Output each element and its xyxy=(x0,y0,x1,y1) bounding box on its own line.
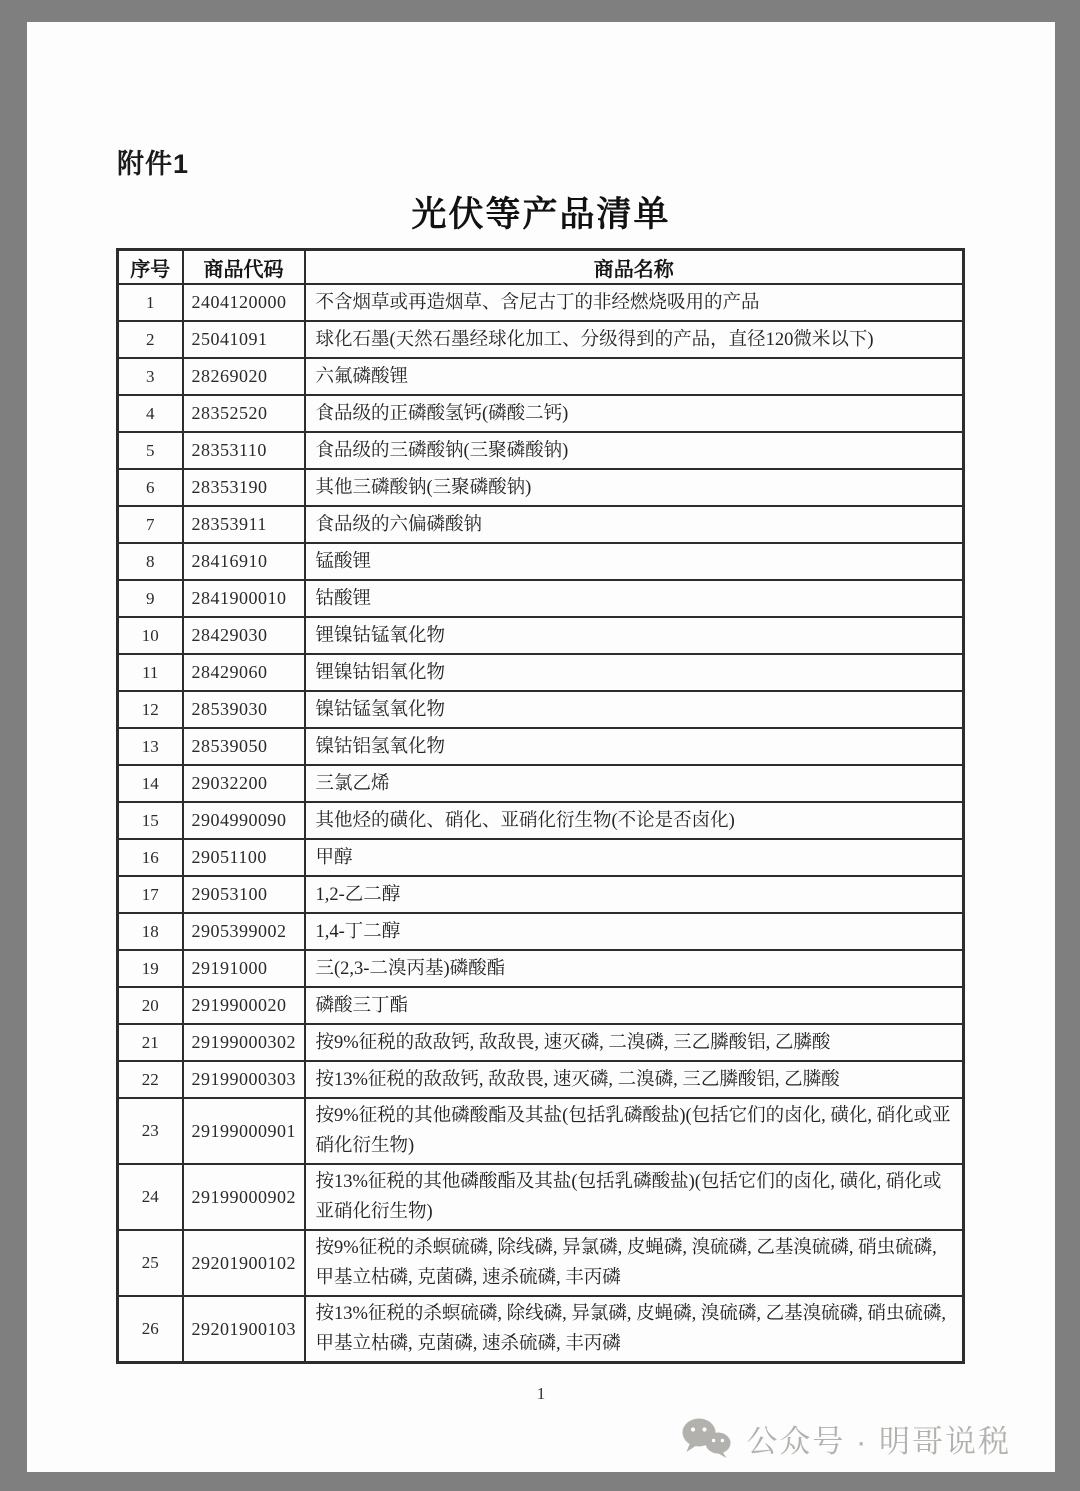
cell-code: 2904990090 xyxy=(183,802,305,839)
cell-code: 29199000302 xyxy=(183,1024,305,1061)
column-header-no: 序号 xyxy=(118,250,183,285)
cell-no: 8 xyxy=(118,543,183,580)
cell-code: 29199000902 xyxy=(183,1164,305,1230)
cell-name: 按13%征税的敌敌钙, 敌敌畏, 速灭磷, 二溴磷, 三乙膦酸铝, 乙膦酸 xyxy=(305,1061,964,1098)
table-row xyxy=(118,987,964,1024)
document-page xyxy=(27,22,1055,1472)
cell-name: 按9%征税的其他磷酸酯及其盐(包括乳磷酸盐)(包括它们的卤化, 磺化, 硝化或亚硝化衍生物) xyxy=(305,1098,964,1164)
table-row xyxy=(118,1061,964,1098)
watermark-text: 公众号 · 明哥说税 xyxy=(746,1424,1011,1459)
cell-no: 16 xyxy=(118,839,183,876)
cell-no: 15 xyxy=(118,802,183,839)
cell-no: 20 xyxy=(118,987,183,1024)
table-row xyxy=(118,950,964,987)
cell-name: 镍钴铝氢氧化物 xyxy=(305,728,964,765)
cell-code: 28429060 xyxy=(183,654,305,691)
table-row xyxy=(118,1230,964,1296)
cell-no: 10 xyxy=(118,617,183,654)
cell-no: 22 xyxy=(118,1061,183,1098)
table-row xyxy=(118,395,964,432)
table-row xyxy=(118,506,964,543)
cell-name: 按9%征税的杀螟硫磷, 除线磷, 异氯磷, 皮蝇磷, 溴硫磷, 乙基溴硫磷, 硝虫硫磷, 甲基立枯磷, 克菌磷, 速杀硫磷, 丰丙磷 xyxy=(305,1230,964,1296)
cell-code: 29199000303 xyxy=(183,1061,305,1098)
cell-no: 23 xyxy=(118,1098,183,1164)
cell-name: 磷酸三丁酯 xyxy=(305,987,964,1024)
cell-no: 7 xyxy=(118,506,183,543)
cell-no: 3 xyxy=(118,358,183,395)
table-row xyxy=(118,913,964,950)
cell-no: 24 xyxy=(118,1164,183,1230)
cell-code: 2404120000 xyxy=(183,284,305,321)
cell-no: 17 xyxy=(118,876,183,913)
cell-no: 18 xyxy=(118,913,183,950)
cell-no: 25 xyxy=(118,1230,183,1296)
attachment-label: 附件1 xyxy=(117,149,190,179)
cell-name: 1,2-乙二醇 xyxy=(305,876,964,913)
cell-name: 钴酸锂 xyxy=(305,580,964,617)
table-row xyxy=(118,654,964,691)
cell-no: 5 xyxy=(118,432,183,469)
cell-code: 2905399002 xyxy=(183,913,305,950)
cell-name: 其他烃的磺化、硝化、亚硝化衍生物(不论是否卤化) xyxy=(305,802,964,839)
cell-name: 镍钴锰氢氧化物 xyxy=(305,691,964,728)
table-body xyxy=(118,284,964,1363)
cell-no: 21 xyxy=(118,1024,183,1061)
cell-no: 12 xyxy=(118,691,183,728)
cell-no: 1 xyxy=(118,284,183,321)
cell-name: 食品级的三磷酸钠(三聚磷酸钠) xyxy=(305,432,964,469)
cell-code: 2919900020 xyxy=(183,987,305,1024)
cell-no: 9 xyxy=(118,580,183,617)
table-row xyxy=(118,691,964,728)
cell-name: 三氯乙烯 xyxy=(305,765,964,802)
table-row xyxy=(118,617,964,654)
table-row xyxy=(118,358,964,395)
cell-code: 28353110 xyxy=(183,432,305,469)
cell-name: 食品级的六偏磷酸钠 xyxy=(305,506,964,543)
watermark xyxy=(680,1416,1011,1461)
table-row xyxy=(118,432,964,469)
cell-code: 29201900103 xyxy=(183,1296,305,1363)
table-row xyxy=(118,469,964,506)
table-row xyxy=(118,1098,964,1164)
cell-code: 29201900102 xyxy=(183,1230,305,1296)
cell-no: 2 xyxy=(118,321,183,358)
page-title: 光伏等产品清单 xyxy=(411,195,671,234)
table-row xyxy=(118,876,964,913)
cell-name: 锂镍钴铝氧化物 xyxy=(305,654,964,691)
cell-name: 不含烟草或再造烟草、含尼古丁的非经燃烧吸用的产品 xyxy=(305,284,964,321)
cell-no: 11 xyxy=(118,654,183,691)
cell-code: 28429030 xyxy=(183,617,305,654)
table-row xyxy=(118,728,964,765)
table-row xyxy=(118,839,964,876)
cell-no: 26 xyxy=(118,1296,183,1363)
cell-name: 六氟磷酸锂 xyxy=(305,358,964,395)
table-row xyxy=(118,1164,964,1230)
cell-code: 29191000 xyxy=(183,950,305,987)
cell-no: 6 xyxy=(118,469,183,506)
cell-name: 食品级的正磷酸氢钙(磷酸二钙) xyxy=(305,395,964,432)
cell-code: 29199000901 xyxy=(183,1098,305,1164)
cell-code: 28352520 xyxy=(183,395,305,432)
cell-code: 28539050 xyxy=(183,728,305,765)
cell-no: 14 xyxy=(118,765,183,802)
cell-name: 按13%征税的其他磷酸酯及其盐(包括乳磷酸盐)(包括它们的卤化, 磺化, 硝化或亚硝化衍生物) xyxy=(305,1164,964,1230)
table-row xyxy=(118,802,964,839)
cell-no: 4 xyxy=(118,395,183,432)
cell-no: 13 xyxy=(118,728,183,765)
table-row xyxy=(118,765,964,802)
product-table xyxy=(116,248,965,1364)
column-header-name: 商品名称 xyxy=(305,250,964,285)
cell-code: 28353190 xyxy=(183,469,305,506)
table-row xyxy=(118,1024,964,1061)
wechat-icon xyxy=(680,1417,732,1461)
column-header-code: 商品代码 xyxy=(183,250,305,285)
cell-code: 25041091 xyxy=(183,321,305,358)
cell-name: 1,4-丁二醇 xyxy=(305,913,964,950)
table-row xyxy=(118,284,964,321)
table-header-row xyxy=(118,250,964,285)
cell-code: 29053100 xyxy=(183,876,305,913)
cell-code: 29051100 xyxy=(183,839,305,876)
cell-code: 28539030 xyxy=(183,691,305,728)
cell-name: 球化石墨(天然石墨经球化加工、分级得到的产品，直径120微米以下) xyxy=(305,321,964,358)
cell-code: 28353911 xyxy=(183,506,305,543)
cell-name: 甲醇 xyxy=(305,839,964,876)
cell-no: 19 xyxy=(118,950,183,987)
cell-name: 锰酸锂 xyxy=(305,543,964,580)
table-row xyxy=(118,543,964,580)
cell-name: 锂镍钴锰氧化物 xyxy=(305,617,964,654)
table-row xyxy=(118,580,964,617)
cell-code: 28269020 xyxy=(183,358,305,395)
table-row xyxy=(118,1296,964,1363)
cell-name: 按9%征税的敌敌钙, 敌敌畏, 速灭磷, 二溴磷, 三乙膦酸铝, 乙膦酸 xyxy=(305,1024,964,1061)
cell-name: 其他三磷酸钠(三聚磷酸钠) xyxy=(305,469,964,506)
cell-code: 2841900010 xyxy=(183,580,305,617)
cell-name: 三(2,3-二溴丙基)磷酸酯 xyxy=(305,950,964,987)
cell-code: 29032200 xyxy=(183,765,305,802)
page-number: 1 xyxy=(536,1384,546,1403)
cell-code: 28416910 xyxy=(183,543,305,580)
cell-name: 按13%征税的杀螟硫磷, 除线磷, 异氯磷, 皮蝇磷, 溴硫磷, 乙基溴硫磷, 硝虫硫磷, 甲基立枯磷, 克菌磷, 速杀硫磷, 丰丙磷 xyxy=(305,1296,964,1363)
table-row xyxy=(118,321,964,358)
